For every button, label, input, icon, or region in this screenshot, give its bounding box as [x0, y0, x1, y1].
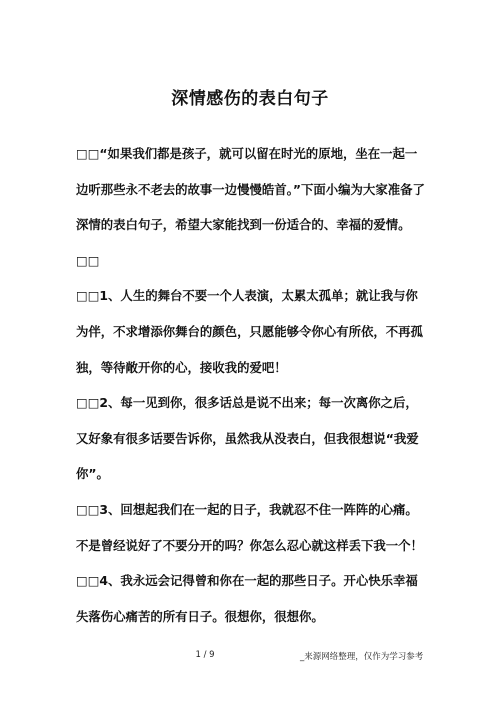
intro-paragraph: □□“如果我们都是孩子，就可以留在时光的原地，坐在一起一边听那些永不老去的故事一边慢慢皓首。”下面小编为大家准备了深情的表白句子，希望大家能找到一份适合的、幸福的爱情。 [76, 146, 425, 233]
quote-paragraph-4: □□4、我永远会记得曾和你在一起的那些日子。开心快乐幸福失落伤心痛苦的所有日子。很想你，很想你。 [76, 573, 418, 624]
quote-paragraph-3: □□3、回想起我们在一起的日子，我就忍不住一阵阵的心痛。不是曾经说好了不要分开的吗？你怎么忍心就这样丢下我一个！ [76, 501, 423, 553]
footer-note: _来源网络整理，仅作为学习参考 [300, 652, 424, 662]
page-number: 1 / 9 [195, 650, 215, 660]
quote-paragraph-1: □□1、人生的舞台不要一个人表演，太累太孤单；就让我与你为伴，不求增添你舞台的颜色，只愿能够令你心有所依，不再孤独，等待敞开你的心，接收我的爱吧！ [76, 288, 423, 375]
document-title: 深情感伤的表白句子 [171, 89, 329, 109]
placeholder-paragraph: □□ [76, 252, 100, 268]
document-body [76, 136, 428, 634]
quote-paragraph-2: □□2、每一见到你，很多话总是说不出来；每一次离你之后，又好象有很多话要告诉你，虽然我从没表白，但我很想说“我爱你”。 [76, 395, 419, 482]
